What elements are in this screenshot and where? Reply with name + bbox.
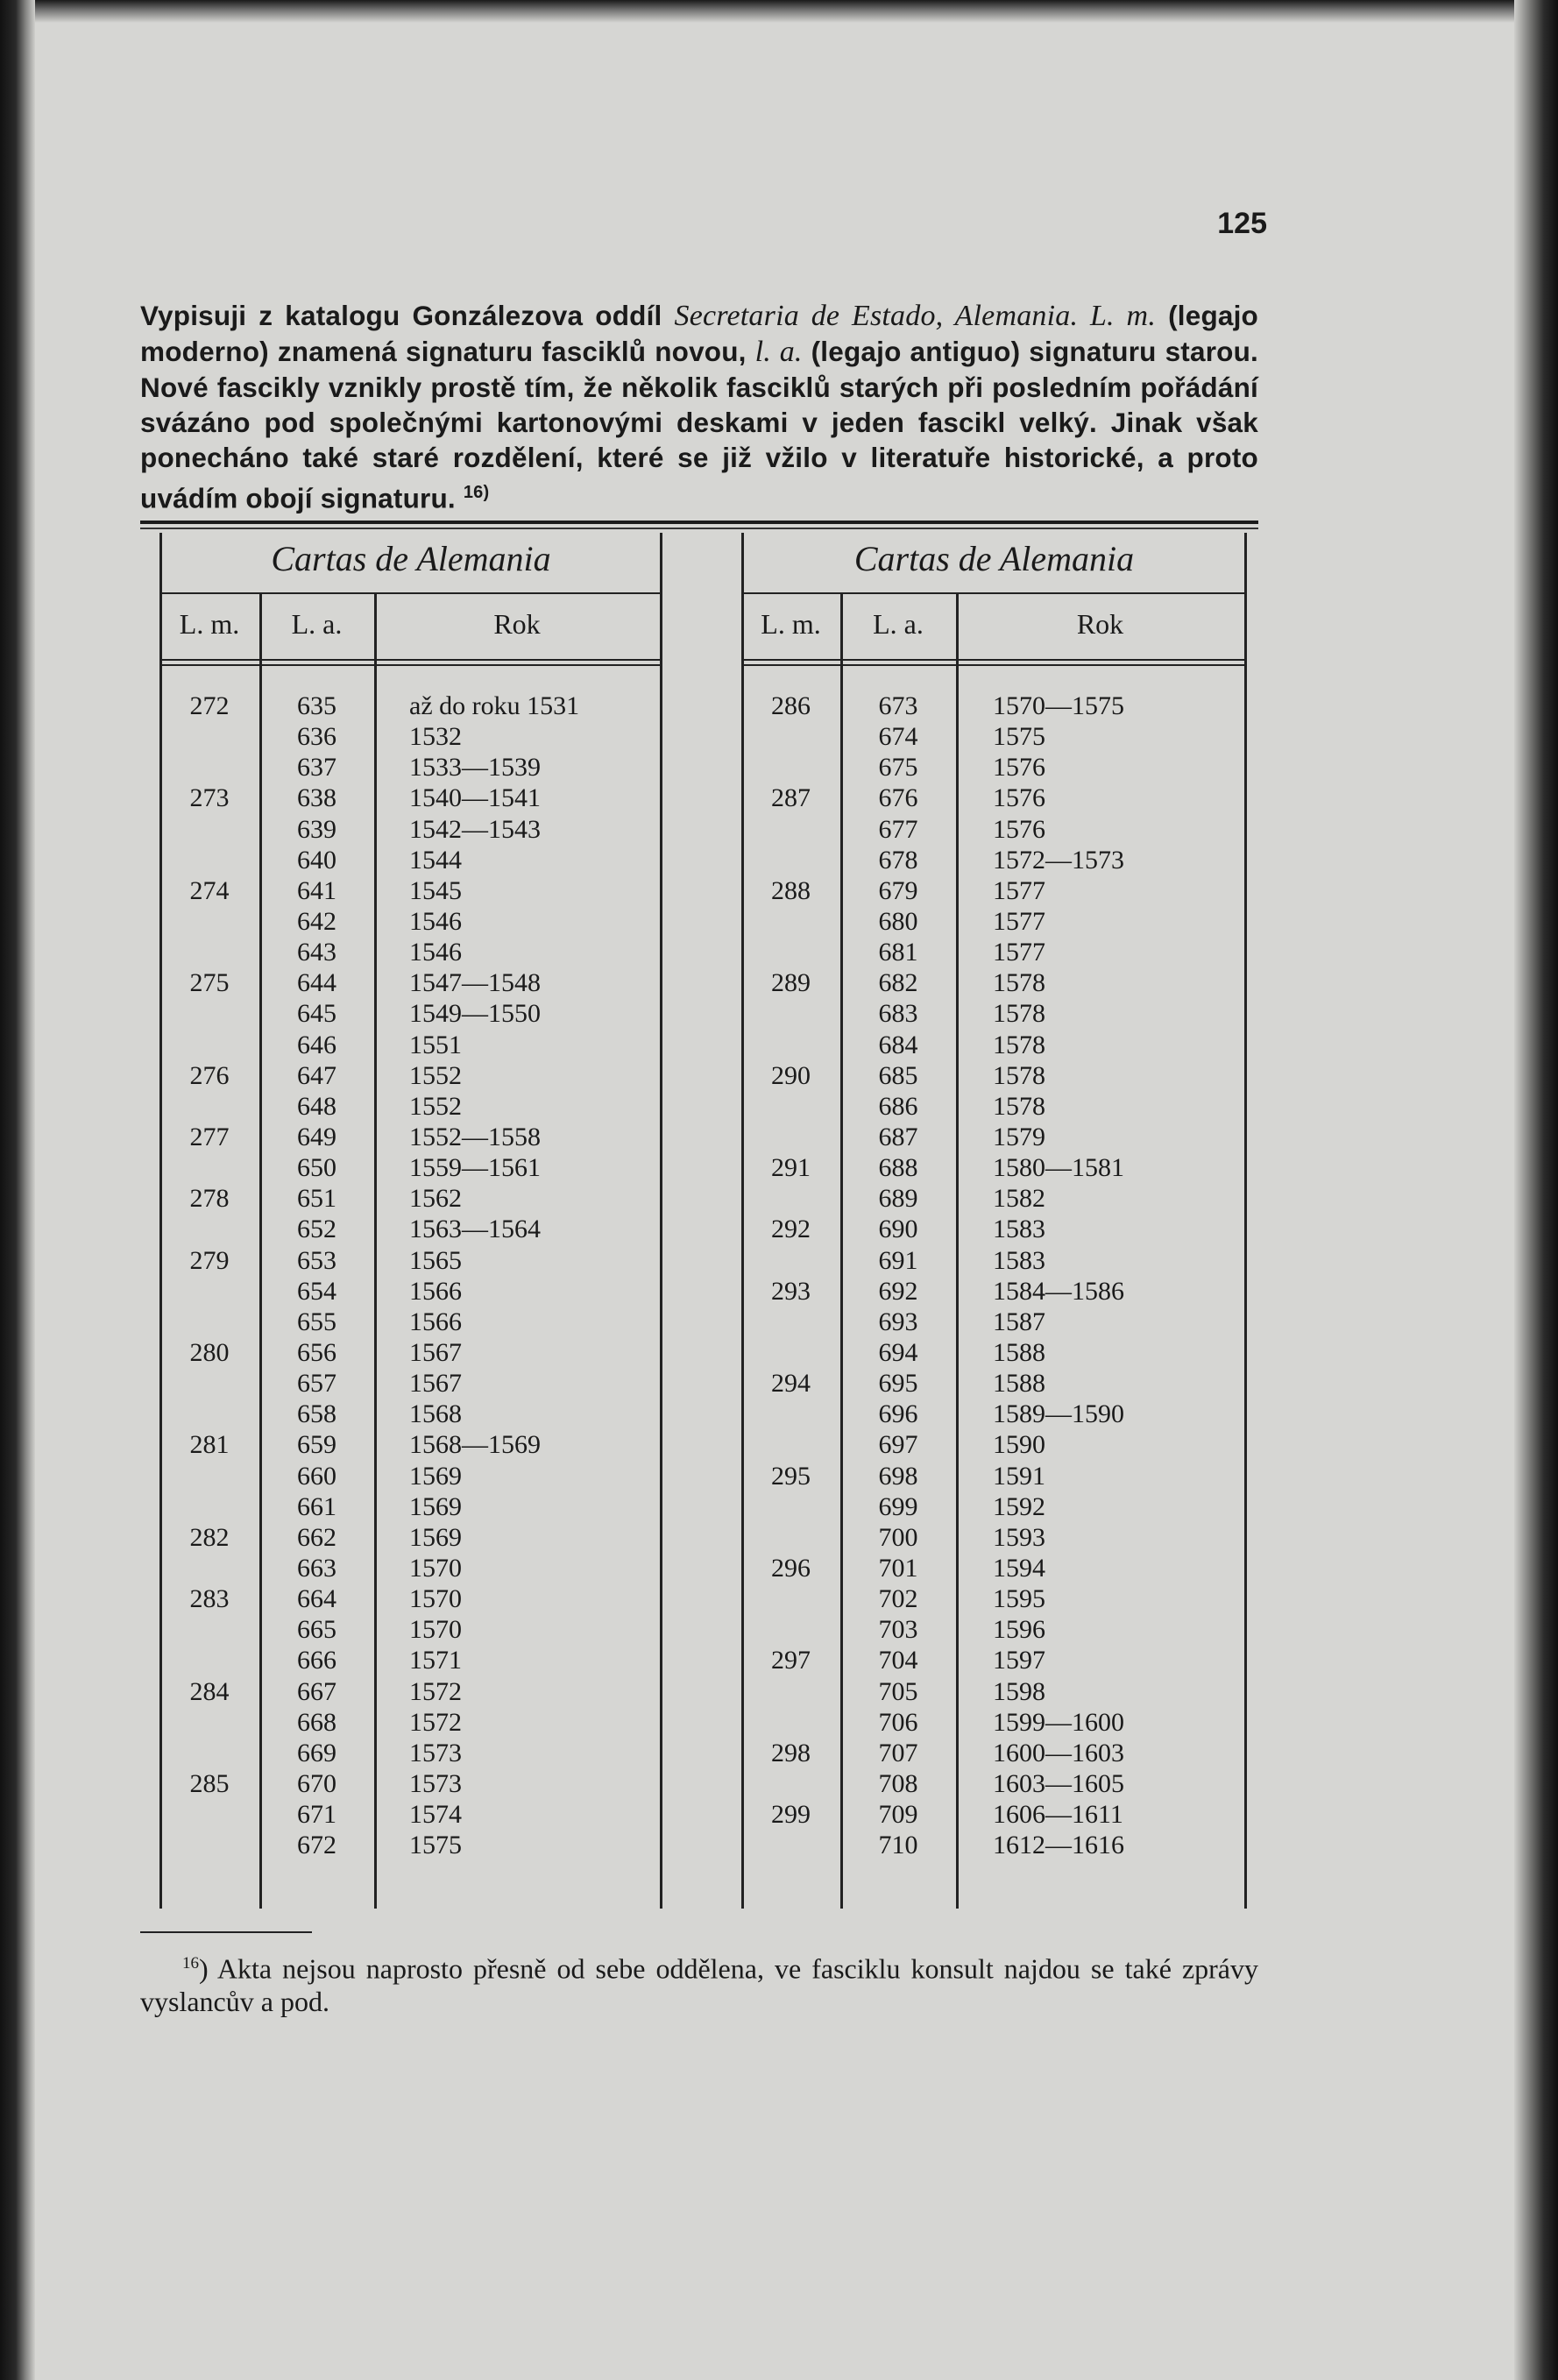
table-cell: [159, 721, 259, 752]
table-cell: 1594: [993, 1553, 1045, 1583]
table-cell: 684: [878, 1030, 918, 1059]
table-cell: 664: [297, 1584, 336, 1614]
table-cell: 274: [189, 875, 230, 905]
divider: [741, 664, 1247, 666]
scan-shadow-left: [0, 0, 35, 2380]
table-cell: až do roku 1531: [409, 691, 580, 720]
table-cell: 1540—1541: [409, 783, 541, 813]
table-cell: 646: [297, 1030, 336, 1059]
table-cell: [159, 1399, 259, 1429]
table-cell: 653: [297, 1245, 336, 1275]
table-cell: 1593: [993, 1522, 1045, 1552]
table-cell: 682: [878, 968, 918, 998]
table-cell: 1612—1616: [993, 1831, 1124, 1860]
table-cell: 1565: [409, 1245, 462, 1275]
table-cell: [741, 906, 840, 937]
table-cell: 703: [878, 1615, 918, 1645]
divider: [660, 533, 662, 1909]
table-cell: 666: [297, 1646, 336, 1675]
table-cell: [159, 1276, 259, 1307]
right-header-rok: Rok: [1076, 608, 1124, 640]
table-cell: 1567: [409, 1337, 462, 1367]
table-cell: 1563—1564: [409, 1215, 541, 1244]
table-cell: 295: [771, 1461, 811, 1491]
table-cell: 1552—1558: [409, 1122, 541, 1151]
table-cell: 272: [189, 691, 230, 720]
table-cell: [741, 814, 840, 845]
table-cell: 1568: [409, 1399, 462, 1429]
table-cell: 1592: [993, 1491, 1045, 1521]
table-cell: [741, 752, 840, 783]
table-cell: 1597: [993, 1646, 1045, 1675]
table-cell: 668: [297, 1707, 336, 1737]
table-cell: 1578: [993, 1030, 1045, 1059]
table-cell: [741, 1122, 840, 1152]
table-cell: 1578: [993, 968, 1045, 998]
table-cell: [741, 1030, 840, 1060]
table-cell: 278: [189, 1184, 230, 1214]
table-cell: 1568—1569: [409, 1430, 541, 1460]
table-cell: 662: [297, 1522, 336, 1552]
intro-text-1: Vypisuji z katalogu Gonzálezova oddíl: [140, 300, 675, 331]
table-cell: 704: [878, 1646, 918, 1675]
table-cell: 665: [297, 1615, 336, 1645]
table-cell: 659: [297, 1430, 336, 1460]
table-cell: [741, 1307, 840, 1337]
table-cell: 1578: [993, 1091, 1045, 1121]
table-cell: 692: [878, 1276, 918, 1306]
table-cell: 1588: [993, 1369, 1045, 1399]
footnote-text: ) Akta nejsou naprosto přesně od sebe oddělena, ve fasciklu konsult najdou se také zprávy vyslancův a pod.: [140, 1952, 1258, 2017]
table-cell: [741, 721, 840, 752]
table-cell: 292: [771, 1215, 811, 1244]
table-cell: 1546: [409, 906, 462, 936]
table-cell: [741, 937, 840, 967]
table-cell: 708: [878, 1768, 918, 1798]
table-cell: 1569: [409, 1461, 462, 1491]
table-cell: 1542—1543: [409, 814, 541, 844]
table-cell: 1580—1581: [993, 1153, 1124, 1183]
table-cell: [741, 1429, 840, 1460]
table-cell: 641: [297, 875, 336, 905]
table-cell: [741, 845, 840, 875]
table-cell: 1551: [409, 1030, 462, 1059]
table-cell: 649: [297, 1122, 336, 1151]
table-cell: 1591: [993, 1461, 1045, 1491]
table-cell: [159, 1553, 259, 1583]
table-cell: 677: [878, 814, 918, 844]
table-cell: [159, 752, 259, 783]
table-cell: 1603—1605: [993, 1768, 1124, 1798]
table-cell: [159, 937, 259, 967]
table-cell: 279: [189, 1245, 230, 1275]
table-cell: 1569: [409, 1491, 462, 1521]
table-cell: 1570: [409, 1584, 462, 1614]
table-cell: [159, 1368, 259, 1399]
table-cell: 293: [771, 1276, 811, 1306]
footnote: [140, 1947, 1258, 2018]
table-cell: 283: [189, 1584, 230, 1614]
footnote-reference: 16): [463, 483, 490, 502]
table-cell: [159, 1738, 259, 1768]
left-header-la: L. a.: [291, 608, 343, 640]
table-cell: 1589—1590: [993, 1399, 1124, 1429]
table-cell: 667: [297, 1676, 336, 1706]
divider: [159, 592, 662, 594]
table-cell: 1532: [409, 722, 462, 752]
table-cell: 1546: [409, 938, 462, 967]
table-cell: [159, 1707, 259, 1738]
table-cell: 656: [297, 1337, 336, 1367]
table-cell: 1552: [409, 1091, 462, 1121]
table-cell: [741, 1614, 840, 1645]
table-cell: 1598: [993, 1676, 1045, 1706]
table-cell: 1572—1573: [993, 845, 1124, 875]
table-cell: 635: [297, 691, 336, 720]
table-cell: 1545: [409, 875, 462, 905]
table-cell: 1590: [993, 1430, 1045, 1460]
intro-text-2: (legajo moderno) znamená signaturu fasciklů novou,: [140, 300, 1258, 367]
table-cell: [159, 1152, 259, 1183]
table-cell: 1579: [993, 1122, 1045, 1151]
table-cell: 673: [878, 691, 918, 720]
table-cell: 678: [878, 845, 918, 875]
table-cell: [741, 1245, 840, 1276]
signature-table: [140, 521, 1258, 1909]
table-cell: 1578: [993, 1060, 1045, 1090]
divider: [1244, 533, 1247, 1909]
table-cell: [159, 1030, 259, 1060]
scan-shadow-right: [1514, 0, 1558, 2380]
table-cell: 685: [878, 1060, 918, 1090]
table-cell: 273: [189, 783, 230, 813]
table-cell: 280: [189, 1337, 230, 1367]
table-cell: 661: [297, 1491, 336, 1521]
table-cell: 1577: [993, 938, 1045, 967]
intro-paragraph: [140, 298, 1258, 516]
table-cell: 1600—1603: [993, 1738, 1124, 1767]
left-header-lm: L. m.: [179, 608, 240, 640]
table-cell: 651: [297, 1184, 336, 1214]
table-cell: 645: [297, 999, 336, 1029]
table-cell: 1576: [993, 814, 1045, 844]
table-cell: 1572: [409, 1707, 462, 1737]
table-cell: 689: [878, 1184, 918, 1214]
table-cell: 1547—1548: [409, 968, 541, 998]
table-cell: 688: [878, 1153, 918, 1183]
table-cell: 697: [878, 1430, 918, 1460]
table-cell: [741, 1522, 840, 1553]
table-cell: 694: [878, 1337, 918, 1367]
table-cell: 1578: [993, 999, 1045, 1029]
table-cell: 1575: [409, 1831, 462, 1860]
table-cell: 276: [189, 1060, 230, 1090]
table-cell: [741, 1676, 840, 1707]
table-cell: 681: [878, 938, 918, 967]
table-cell: 1599—1600: [993, 1707, 1124, 1737]
table-cell: 639: [297, 814, 336, 844]
table-cell: 1596: [993, 1615, 1045, 1645]
divider: [741, 592, 1247, 594]
table-cell: [159, 1461, 259, 1491]
table-cell: 286: [771, 691, 811, 720]
table-cell: [159, 814, 259, 845]
table-cell: 655: [297, 1307, 336, 1336]
table-cell: 282: [189, 1522, 230, 1552]
table-cell: 691: [878, 1245, 918, 1275]
table-cell: 671: [297, 1800, 336, 1830]
table-cell: 701: [878, 1553, 918, 1583]
table-cell: 700: [878, 1522, 918, 1552]
table-cell: 638: [297, 783, 336, 813]
table-cell: 1587: [993, 1307, 1045, 1336]
right-lm-column: [741, 691, 840, 1860]
table-top-rule: [140, 521, 1258, 524]
table-cell: 699: [878, 1491, 918, 1521]
divider: [956, 594, 959, 1909]
table-cell: 285: [189, 1768, 230, 1798]
table-cell: 294: [771, 1369, 811, 1399]
table-cell: 687: [878, 1122, 918, 1151]
table-cell: 647: [297, 1060, 336, 1090]
intro-italic-2: l. a.: [754, 336, 803, 368]
divider: [159, 664, 662, 666]
table-cell: [159, 1799, 259, 1830]
table-cell: 1584—1586: [993, 1276, 1124, 1306]
table-cell: 1552: [409, 1060, 462, 1090]
table-cell: 1575: [993, 722, 1045, 752]
table-cell: 1576: [993, 783, 1045, 813]
table-cell: 707: [878, 1738, 918, 1767]
table-cell: 290: [771, 1060, 811, 1090]
intro-italic-1: Secretaria de Estado, Alemania. L. m.: [674, 300, 1157, 332]
right-section-title: Cartas de Alemania: [853, 539, 1135, 578]
table-cell: 1544: [409, 845, 462, 875]
table-cell: [159, 906, 259, 937]
table-cell: 644: [297, 968, 336, 998]
table-cell: 1572: [409, 1676, 462, 1706]
table-cell: 289: [771, 968, 811, 998]
page-number: 125: [1217, 207, 1267, 240]
table-cell: 281: [189, 1430, 230, 1460]
table-cell: [159, 1830, 259, 1860]
table-cell: [159, 1091, 259, 1122]
footnote-rule: [140, 1931, 312, 1933]
table-cell: 1570: [409, 1553, 462, 1583]
table-cell: 297: [771, 1646, 811, 1675]
table-cell: 1582: [993, 1184, 1045, 1214]
left-section-title: Cartas de Alemania: [271, 539, 551, 578]
table-cell: 275: [189, 968, 230, 998]
table-cell: 1606—1611: [993, 1800, 1123, 1830]
table-cell: 706: [878, 1707, 918, 1737]
table-cell: 693: [878, 1307, 918, 1336]
table-cell: 670: [297, 1768, 336, 1798]
table-cell: 679: [878, 875, 918, 905]
table-cell: [741, 1183, 840, 1214]
divider: [741, 659, 1247, 661]
table-top-rule-thin: [140, 528, 1258, 529]
table-cell: 1574: [409, 1800, 462, 1830]
table-cell: 1559—1561: [409, 1153, 541, 1183]
table-cell: 652: [297, 1215, 336, 1244]
left-lm-column: [159, 691, 259, 1860]
table-cell: [741, 1399, 840, 1429]
table-cell: 637: [297, 753, 336, 783]
table-cell: 1576: [993, 753, 1045, 783]
table-cell: 299: [771, 1800, 811, 1830]
table-cell: 690: [878, 1215, 918, 1244]
right-la-column: [840, 691, 956, 1860]
table-cell: [159, 1214, 259, 1244]
table-cell: 695: [878, 1369, 918, 1399]
table-cell: 1567: [409, 1369, 462, 1399]
table-cell: 288: [771, 875, 811, 905]
table-cell: 669: [297, 1738, 336, 1767]
table-cell: 643: [297, 938, 336, 967]
table-cell: [741, 1768, 840, 1799]
right-header-la: L. a.: [873, 608, 924, 640]
table-cell: 654: [297, 1276, 336, 1306]
table-cell: 1583: [993, 1215, 1045, 1244]
table-cell: [741, 1337, 840, 1368]
table-cell: 640: [297, 845, 336, 875]
table-cell: 291: [771, 1153, 811, 1183]
table-cell: 1573: [409, 1768, 462, 1798]
table-cell: 663: [297, 1553, 336, 1583]
footnote-marker: 16: [182, 1954, 199, 1973]
table-cell: [159, 845, 259, 875]
table-cell: 1595: [993, 1584, 1045, 1614]
table-cell: 1562: [409, 1184, 462, 1214]
table-cell: 277: [189, 1122, 230, 1151]
table-cell: 683: [878, 999, 918, 1029]
table-cell: [159, 998, 259, 1029]
table-cell: 1570—1575: [993, 691, 1124, 720]
table-cell: [741, 1830, 840, 1860]
divider: [159, 659, 662, 661]
table-cell: 650: [297, 1153, 336, 1183]
table-cell: 1573: [409, 1738, 462, 1767]
table-cell: 1549—1550: [409, 999, 541, 1029]
right-header-lm: L. m.: [761, 608, 821, 640]
table-cell: [741, 1707, 840, 1738]
right-rok-column: [993, 691, 1244, 1860]
table-cell: 1570: [409, 1615, 462, 1645]
table-cell: 710: [878, 1831, 918, 1860]
left-la-column: [259, 691, 374, 1860]
left-rok-column: [409, 691, 660, 1860]
table-cell: 658: [297, 1399, 336, 1429]
table-cell: 672: [297, 1831, 336, 1860]
table-cell: 648: [297, 1091, 336, 1121]
table-cell: 705: [878, 1676, 918, 1706]
table-cell: 1588: [993, 1337, 1045, 1367]
table-cell: 676: [878, 783, 918, 813]
table-cell: [741, 1583, 840, 1614]
table-cell: [159, 1645, 259, 1675]
table-cell: [159, 1491, 259, 1522]
table-cell: 660: [297, 1461, 336, 1491]
table-cell: 296: [771, 1553, 811, 1583]
table-cell: 1571: [409, 1646, 462, 1675]
intro-text-3: (legajo antiguo) signaturu starou. Nové fascikly vznikly prostě tím, že několik fasciklů starých při posledním pořádání svázáno pod společnými kartonovými deskami v jeden fascikl velký. Jinak však ponecháno také staré rozdělení, které se již vžilo v literatuře historické, a proto uvádím obojí signaturu.: [140, 336, 1259, 514]
left-header-rok: Rok: [493, 608, 541, 640]
table-cell: 702: [878, 1584, 918, 1614]
table-cell: [741, 998, 840, 1029]
table-cell: 680: [878, 906, 918, 936]
table-cell: 686: [878, 1091, 918, 1121]
table-cell: 674: [878, 722, 918, 752]
table-cell: 298: [771, 1738, 811, 1767]
table-cell: 642: [297, 906, 336, 936]
table-cell: 1533—1539: [409, 753, 541, 783]
table-cell: [741, 1491, 840, 1522]
table-cell: 284: [189, 1676, 230, 1706]
table-cell: [741, 1091, 840, 1122]
table-cell: 1566: [409, 1276, 462, 1306]
table-cell: 1577: [993, 906, 1045, 936]
table-cell: 696: [878, 1399, 918, 1429]
table-cell: 1566: [409, 1307, 462, 1336]
divider: [374, 594, 377, 1909]
table-cell: 709: [878, 1800, 918, 1830]
table-cell: 1569: [409, 1522, 462, 1552]
scan-shadow-top: [0, 0, 1558, 23]
table-cell: 657: [297, 1369, 336, 1399]
table-cell: 675: [878, 753, 918, 783]
table-cell: 287: [771, 783, 811, 813]
table-cell: 636: [297, 722, 336, 752]
table-cell: 1583: [993, 1245, 1045, 1275]
table-cell: 1577: [993, 875, 1045, 905]
table-cell: [159, 1614, 259, 1645]
table-cell: 698: [878, 1461, 918, 1491]
table-cell: [159, 1307, 259, 1337]
